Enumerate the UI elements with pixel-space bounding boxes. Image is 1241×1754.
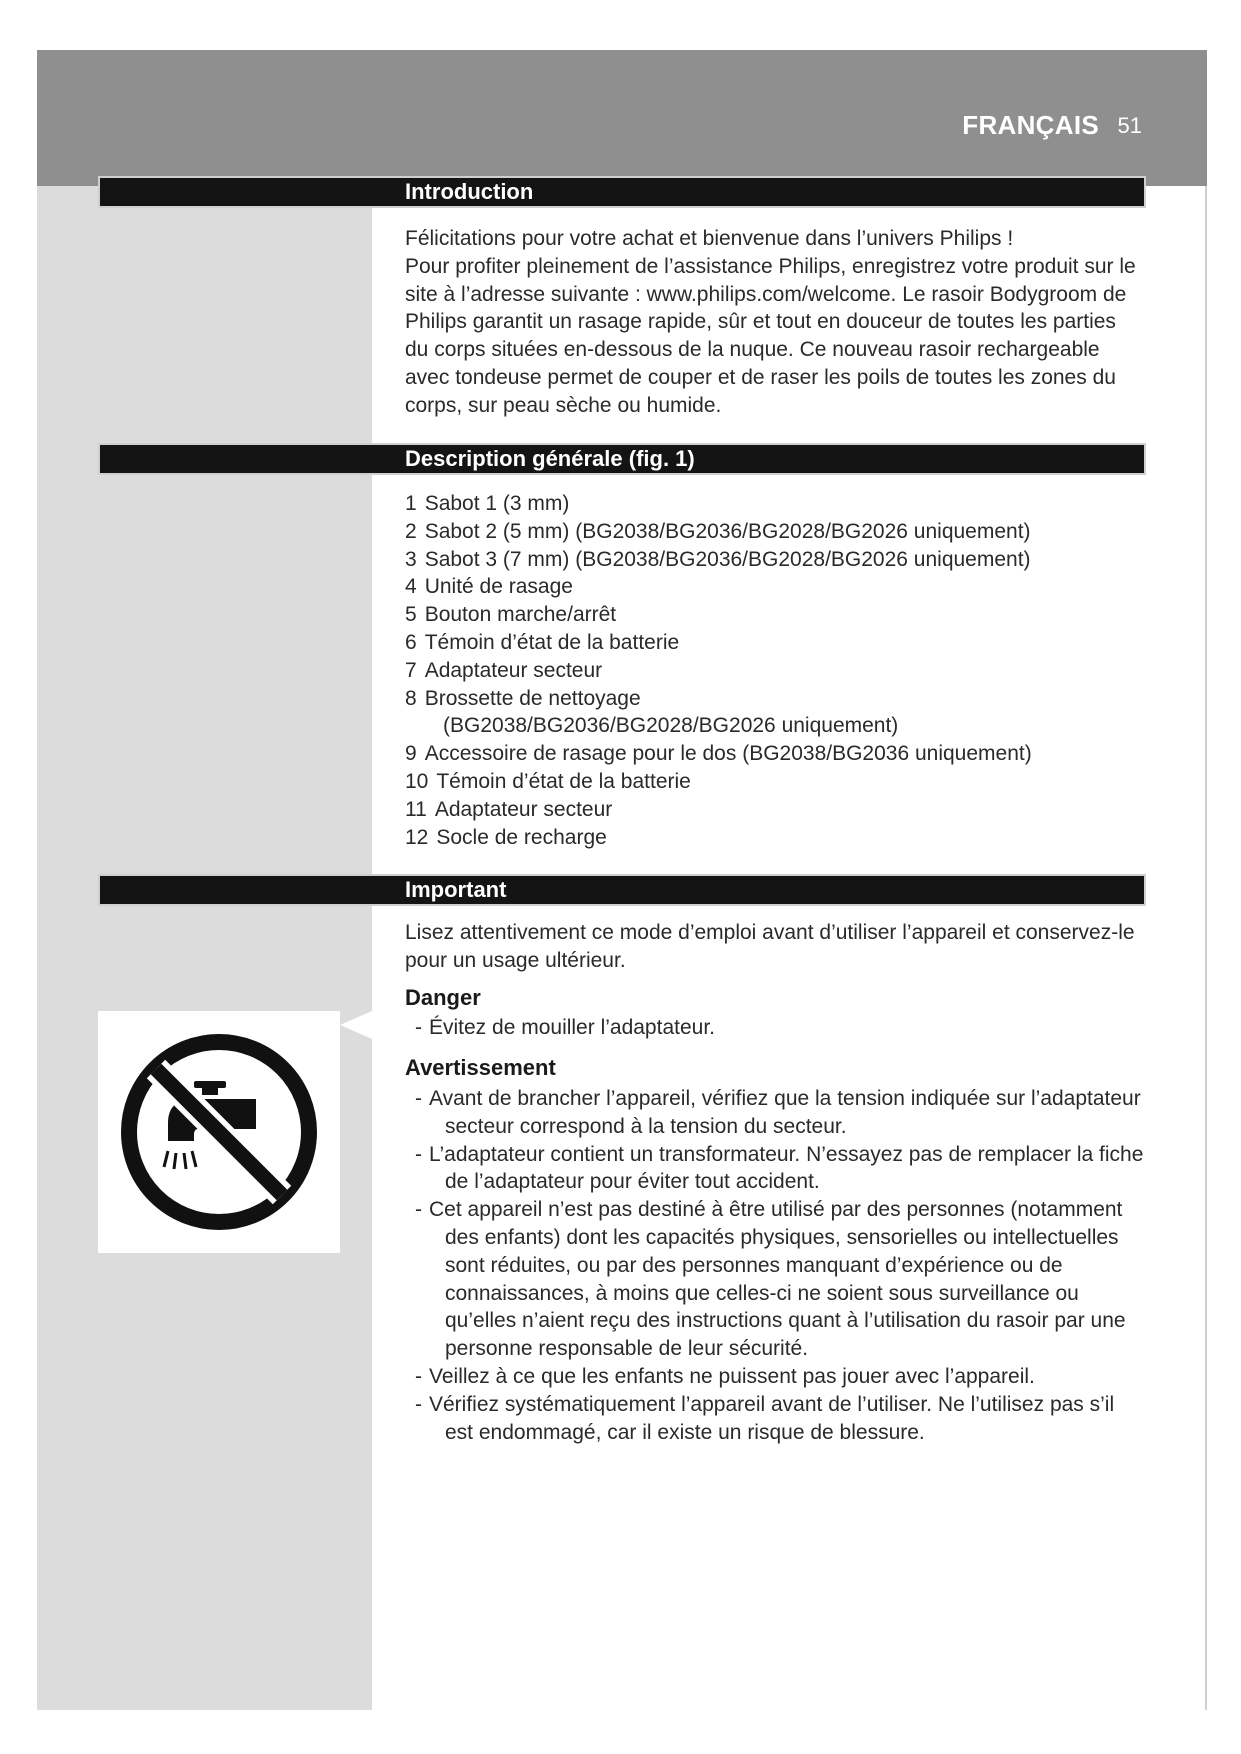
item-text: Témoin d’état de la batterie (424, 630, 680, 654)
list-item (415, 1196, 1145, 1363)
language-label: FRANÇAIS (962, 110, 1099, 140)
dash-bullet: - (415, 1087, 422, 1110)
list-item (405, 824, 1145, 852)
item-number: 2 (405, 519, 417, 543)
item-text: Évitez de mouiller l’adaptateur. (429, 1016, 715, 1039)
list-item (405, 601, 1145, 629)
danger-list (415, 1014, 1145, 1042)
item-text: Sabot 2 (5 mm) (BG2038/BG2036/BG2028/BG2026 uniquement) (424, 519, 1031, 543)
list-item (405, 796, 1145, 824)
dash-bullet: - (415, 1142, 422, 1166)
item-text: Socle de recharge (436, 825, 607, 849)
item-text-continuation: (BG2038/BG2036/BG2028/BG2026 uniquement) (443, 714, 899, 738)
item-number: 5 (405, 603, 417, 627)
left-margin-column (37, 186, 372, 1710)
introduction-text (405, 225, 1145, 420)
warning-list (415, 1085, 1145, 1446)
list-item (405, 573, 1145, 601)
page-number: 51 (1117, 113, 1142, 138)
list-item-continuation (405, 712, 1145, 740)
introduction-paragraph-2: Pour profiter pleinement de l’assistance Philips, enregistrez votre produit sur le site à l’adresse suivante : www.philips.com/welcome. Le rasoir Bodygroom de Philips garantit un rasage rapide, sûr et tout en douceur de toutes les parties du corps situées en-dessous de la nuque. Ce nouveau rasoir rechargeable avec tondeuse permet de couper et de raser les poils de toutes les zones du corps, sur peau sèche ou humide. (405, 254, 1136, 417)
item-text: L’adaptateur contient un transformateur. N’essayez pas de remplacer la fiche de l’adaptateur pour éviter tout accident. (429, 1142, 1144, 1194)
item-text: Brossette de nettoyage (424, 686, 641, 710)
item-number: 8 (405, 686, 417, 710)
list-item (415, 1363, 1145, 1391)
important-intro-text: Lisez attentivement ce mode d’emploi avant d’utiliser l’appareil et conservez-le pour un usage ultérieur. (405, 921, 1135, 972)
item-text: Accessoire de rasage pour le dos (BG2038/BG2036 uniquement) (424, 742, 1032, 766)
right-edge-line (1205, 186, 1207, 1710)
no-water-tap-icon (98, 1011, 340, 1253)
icon-pointer (340, 1011, 372, 1039)
list-item (405, 685, 1145, 713)
item-text: Avant de brancher l’appareil, vérifiez que la tension indiquée sur l’adaptateur secteur correspond à la tension du secteur. (429, 1087, 1141, 1138)
list-item (405, 768, 1145, 796)
item-number: 12 (405, 825, 429, 849)
list-item (415, 1391, 1145, 1447)
item-number: 3 (405, 547, 417, 571)
item-number: 9 (405, 742, 417, 766)
section-title-introduction: Introduction (405, 179, 534, 204)
list-item (405, 629, 1145, 657)
section-title-description: Description générale (fig. 1) (405, 446, 695, 471)
item-text: Adaptateur secteur (434, 797, 613, 821)
dash-bullet: - (415, 1364, 422, 1388)
danger-heading: Danger (405, 985, 481, 1010)
list-item (405, 518, 1145, 546)
item-text: Veillez à ce que les enfants ne puissent pas jouer avec l’appareil. (429, 1364, 1035, 1388)
item-number: 6 (405, 630, 417, 654)
section-title-important: Important (405, 877, 507, 902)
no-water-tap-icon-graphic (98, 1011, 340, 1253)
important-intro (405, 919, 1145, 975)
list-item (405, 657, 1145, 685)
list-item (405, 740, 1145, 768)
parts-list (405, 490, 1145, 851)
item-number: 10 (405, 769, 429, 793)
section-bar-important (98, 874, 1146, 906)
section-bar-introduction (98, 176, 1146, 208)
warning-heading: Avertissement (405, 1055, 556, 1080)
item-text: Vérifiez systématiquement l’appareil avant de l’utiliser. Ne l’utilisez pas s’il est endommagé, car il existe un risque de blessure. (429, 1392, 1115, 1444)
item-text: Sabot 1 (3 mm) (424, 492, 570, 515)
item-text: Témoin d’état de la batterie (436, 769, 691, 793)
item-number: 4 (405, 575, 417, 599)
dash-bullet: - (415, 1016, 422, 1039)
item-text: Unité de rasage (424, 575, 573, 599)
list-item (405, 490, 1145, 518)
list-item (405, 546, 1145, 574)
dash-bullet: - (415, 1392, 422, 1416)
list-item (415, 1085, 1145, 1141)
item-text: Cet appareil n’est pas destiné à être utilisé par des personnes (notamment des enfants) dont les capacités physiques, sensorielles ou intellectuelles sont réduites, ou par des personnes manquant d’expérience ou de connaissances, à moins que celles-ci ne soient sous surveillance ou qu’elles n’aient reçu des instructions quant à l’utilisation du rasoir par une personne responsable de leur sécurité. (429, 1198, 1126, 1361)
dash-bullet: - (415, 1198, 422, 1222)
item-text: Sabot 3 (7 mm) (BG2038/BG2036/BG2028/BG2026 uniquement) (424, 547, 1031, 571)
introduction-paragraph-1: Félicitations pour votre achat et bienvenue dans l’univers Philips ! (405, 227, 1014, 250)
list-item (415, 1014, 1145, 1042)
item-number: 11 (405, 797, 427, 821)
list-item (415, 1141, 1145, 1197)
item-text: Bouton marche/arrêt (424, 603, 617, 627)
item-text: Adaptateur secteur (424, 658, 603, 682)
item-number: 7 (405, 658, 417, 682)
item-number: 1 (405, 492, 417, 515)
